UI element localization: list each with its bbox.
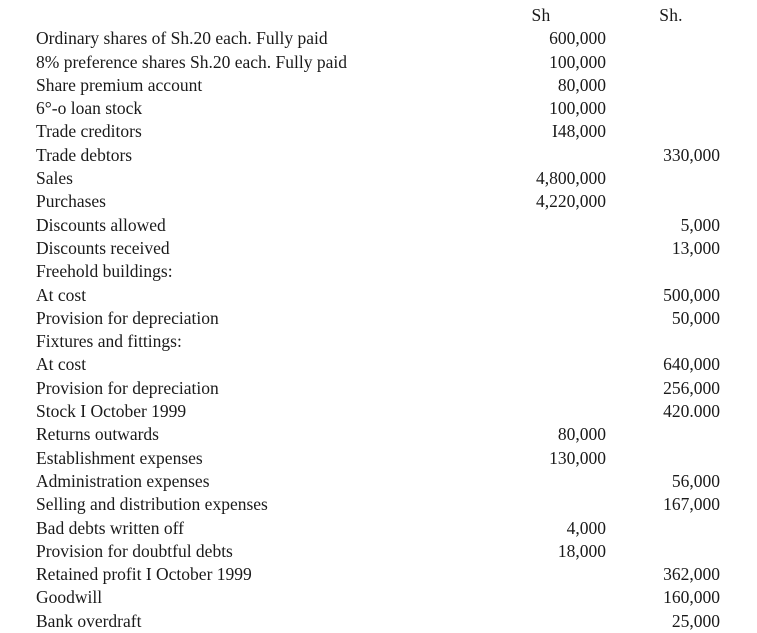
row-amount-col2 [606,167,736,190]
row-amount-col1 [476,610,606,633]
row-label: Establishment expenses [36,447,203,468]
row-amount-col2: 256,000 [663,377,720,398]
row-amount-col1 [476,214,606,237]
row-amount-col1: 4,000 [566,517,606,538]
row-amount-col1 [476,307,606,330]
table-row [36,97,736,120]
table-row [36,27,736,50]
row-label: 6°-o loan stock [36,98,143,119]
row-amount-col2 [606,260,736,283]
row-label: Trade creditors [36,121,142,142]
row-amount-col2: 50,000 [671,307,720,328]
row-label: Administration expenses [36,470,210,491]
row-label: Discounts received [36,237,170,258]
row-label: Provision for depreciation [36,377,219,398]
row-amount-col2: 25,000 [671,610,720,631]
row-amount-col1 [476,470,606,493]
row-amount-col1 [476,586,606,609]
row-amount-col1: I48,000 [552,121,606,142]
table-row [36,284,736,307]
row-label: Bank overdraft [36,610,142,631]
column-header-sh-1: Sh [531,5,551,25]
row-amount-col1: 80,000 [557,74,606,95]
row-label: Retained profit I October 1999 [36,564,252,585]
table-row [36,190,736,213]
table-body [36,27,736,633]
row-amount-col1 [476,330,606,353]
row-amount-col2: 362,000 [663,564,720,585]
row-amount-col2: 5,000 [680,214,720,235]
table-row [36,493,736,516]
table-row [36,144,736,167]
table-row [36,74,736,97]
row-label: Stock I October 1999 [36,401,187,422]
row-amount-col2: 420.000 [663,401,720,422]
table-row [36,610,736,633]
row-amount-col2 [606,74,736,97]
row-label: Trade debtors [36,144,133,165]
row-amount-col1: 18,000 [557,540,606,561]
row-amount-col1: 100,000 [549,98,606,119]
table-row [36,51,736,74]
row-amount-col1 [476,563,606,586]
row-label: Selling and distribution expenses [36,494,268,515]
table-row [36,353,736,376]
row-amount-col1 [476,377,606,400]
row-amount-col2 [606,190,736,213]
row-amount-col1 [476,353,606,376]
table-row [36,517,736,540]
row-amount-col1: 100,000 [549,51,606,72]
row-amount-col2: 160,000 [663,587,720,608]
row-label: Purchases [36,191,106,212]
row-label: Bad debts written off [36,517,184,538]
row-amount-col1 [476,400,606,423]
row-amount-col2 [606,330,736,353]
row-amount-col1 [476,237,606,260]
table-row [36,237,736,260]
table-row [36,330,736,353]
row-label: Fixtures and fittings: [36,331,182,352]
table-row [36,563,736,586]
row-amount-col2: 56,000 [671,470,720,491]
row-amount-col2: 330,000 [663,144,720,165]
row-amount-col2: 500,000 [663,284,720,305]
table-row [36,400,736,423]
row-label: Goodwill [36,587,103,608]
row-label: 8% preference shares Sh.20 each. Fully paid [36,51,348,72]
trial-balance-table [36,4,736,633]
row-amount-col2: 167,000 [663,494,720,515]
table-row [36,307,736,330]
row-label: Ordinary shares of Sh.20 each. Fully paid [36,28,328,49]
table-row [36,470,736,493]
row-label: Discounts allowed [36,214,166,235]
row-amount-col1: 4,220,000 [536,191,606,212]
document-page [0,4,757,631]
row-amount-col2 [606,97,736,120]
table-row [36,447,736,470]
row-label: At cost [36,354,87,375]
table-header [36,4,736,27]
row-label: Share premium account [36,74,203,95]
row-label: Returns outwards [36,424,159,445]
row-amount-col1 [476,284,606,307]
row-amount-col2 [606,540,736,563]
row-amount-col1: 4,800,000 [536,168,606,189]
row-amount-col2 [606,517,736,540]
table-row [36,540,736,563]
row-amount-col2: 13,000 [671,237,720,258]
row-amount-col2 [606,447,736,470]
row-amount-col2: 640,000 [663,354,720,375]
row-label: Sales [36,168,73,189]
row-label: Freehold buildings: [36,261,173,282]
row-amount-col2 [606,27,736,50]
row-amount-col1 [476,260,606,283]
row-amount-col1: 80,000 [557,424,606,445]
row-amount-col1 [476,144,606,167]
row-amount-col1: 130,000 [549,447,606,468]
row-amount-col1 [476,493,606,516]
table-row [36,377,736,400]
table-row [36,260,736,283]
column-header-sh-2: Sh. [659,5,683,25]
table-row [36,423,736,446]
table-row [36,167,736,190]
table-row [36,586,736,609]
row-label: At cost [36,284,87,305]
row-label: Provision for depreciation [36,307,219,328]
column-header-description [36,4,476,27]
table-header-row [36,4,736,27]
row-label: Provision for doubtful debts [36,540,233,561]
table-row [36,214,736,237]
row-amount-col1: 600,000 [549,28,606,49]
table-row [36,120,736,143]
row-amount-col2 [606,423,736,446]
row-amount-col2 [606,51,736,74]
row-amount-col2 [606,120,736,143]
